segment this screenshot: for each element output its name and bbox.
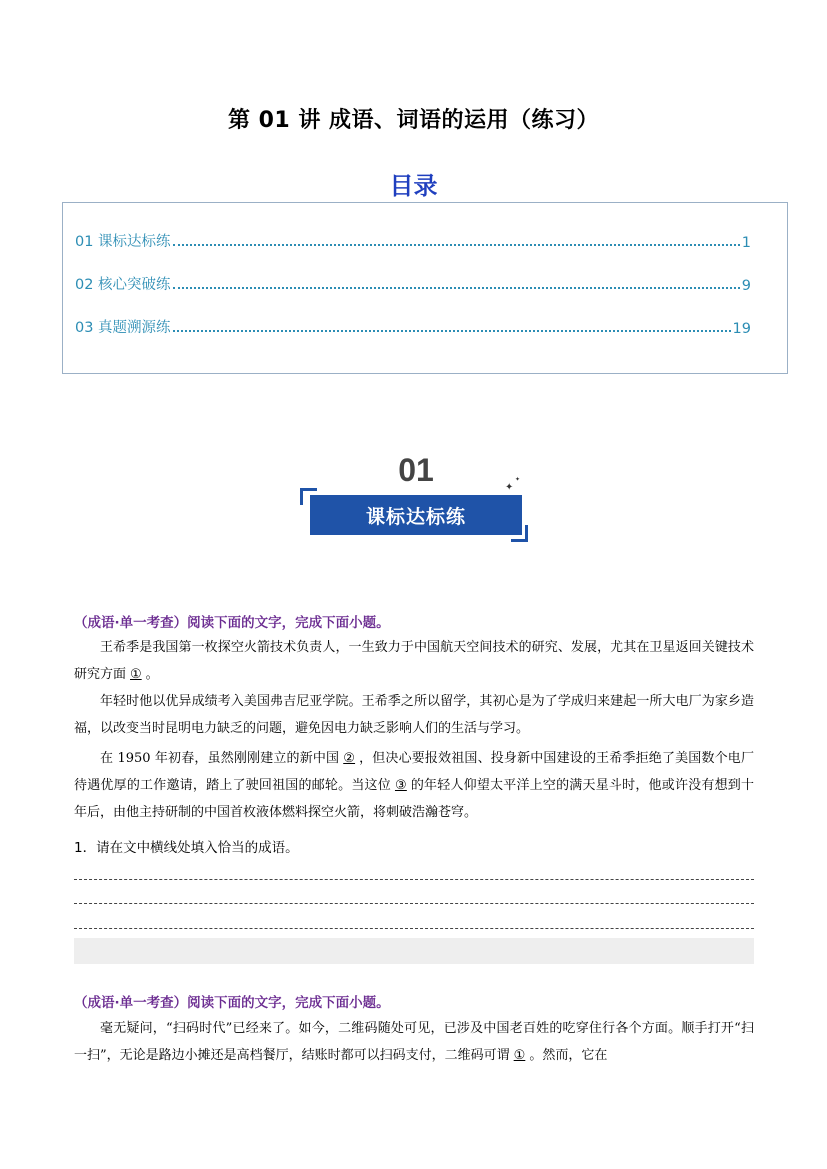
text-run: 。	[145, 667, 159, 682]
sparkle-small-icon: ✦	[515, 476, 521, 483]
toc-leader-dots	[173, 329, 731, 332]
toc-item-2[interactable]	[75, 272, 751, 294]
answer-blank-1: ①	[130, 667, 142, 682]
answer-blank-1: ①	[513, 1048, 526, 1063]
answer-area-shade	[74, 938, 754, 964]
badge-corner-bottom-right	[511, 525, 528, 542]
text-run: ，但决心要报效祖国、投身新中国建设的王希季拒绝了美国数个电厂待遇优厚的工作邀请，踏上了驶回祖国的邮轮。当这位	[74, 751, 754, 793]
text-run: 毫无疑问，“扫码时代”已经来了。如今，二维码随处可见，已涉及中国老百姓的吃穿住行各个方面。顺手打开“扫一扫”，无论是路边小摊还是高档餐厅，结账时都可以扫码支付，二维码可谓	[74, 1021, 754, 1063]
toc-leader-dots	[173, 286, 740, 289]
text-run: 在 1950 年初春，虽然刚刚建立的新中国	[100, 751, 340, 766]
section-badge	[300, 452, 532, 548]
answer-line-2[interactable]	[74, 903, 754, 904]
passage-1-paragraph-2: 年轻时他以优异成绩考入美国弗吉尼亚学院。王希季之所以留学，其初心是为了学成归来建起一所大电厂为家乡造福，以改变当时昆明电力缺乏的问题，避免因电力缺乏影响人们的生活与学习。	[74, 694, 754, 736]
answer-line-3[interactable]	[74, 928, 754, 929]
sparkle-icon: ✦	[505, 482, 514, 493]
toc-item-label: 01 课标达标练	[75, 234, 171, 250]
text-run: 的年轻人仰望太平洋上空的满天星斗时，他或许没有想到十年后，由他主持研制的中国首枚液体燃料探空火箭，将刺破浩瀚苍穹。	[74, 778, 754, 820]
toc-item-label: 03 真题溯源练	[75, 320, 171, 336]
section-label: 课标达标练	[310, 495, 522, 535]
toc-item-label: 02 核心突破练	[75, 277, 171, 293]
passage-2-paragraph-1	[74, 1015, 754, 1069]
question-1-header: （成语·单一考查）阅读下面的文字，完成下面小题。	[74, 615, 390, 631]
passage-1-paragraph-3	[74, 745, 754, 826]
passage-1-paragraph-1	[74, 634, 754, 688]
question-2-header: （成语·单一考查）阅读下面的文字，完成下面小题。	[74, 995, 390, 1011]
toc-heading: 目录	[389, 172, 438, 200]
toc-item-page: 19	[732, 321, 751, 337]
document-title: 第 01 讲 成语、词语的运用（练习）	[227, 108, 600, 133]
text-run: 王希季是我国第一枚探空火箭技术负责人，一生致力于中国航天空间技术的研究、发展，尤其在卫星返回关键技术研究方面	[74, 640, 754, 682]
toc-item-page: 9	[741, 278, 751, 294]
toc-item-3[interactable]	[75, 315, 751, 337]
answer-blank-3: ③	[394, 778, 407, 793]
toc-leader-dots	[173, 243, 740, 246]
text-run: 。然而，它在	[529, 1048, 608, 1063]
section-number: 01	[398, 452, 434, 488]
table-of-contents	[62, 202, 788, 374]
question-1-prompt: 1．请在文中横线处填入恰当的成语。	[74, 840, 299, 856]
answer-line-1[interactable]	[74, 879, 754, 880]
answer-blank-2: ②	[343, 751, 356, 766]
toc-item-1[interactable]	[75, 229, 751, 251]
toc-item-page: 1	[741, 235, 751, 251]
